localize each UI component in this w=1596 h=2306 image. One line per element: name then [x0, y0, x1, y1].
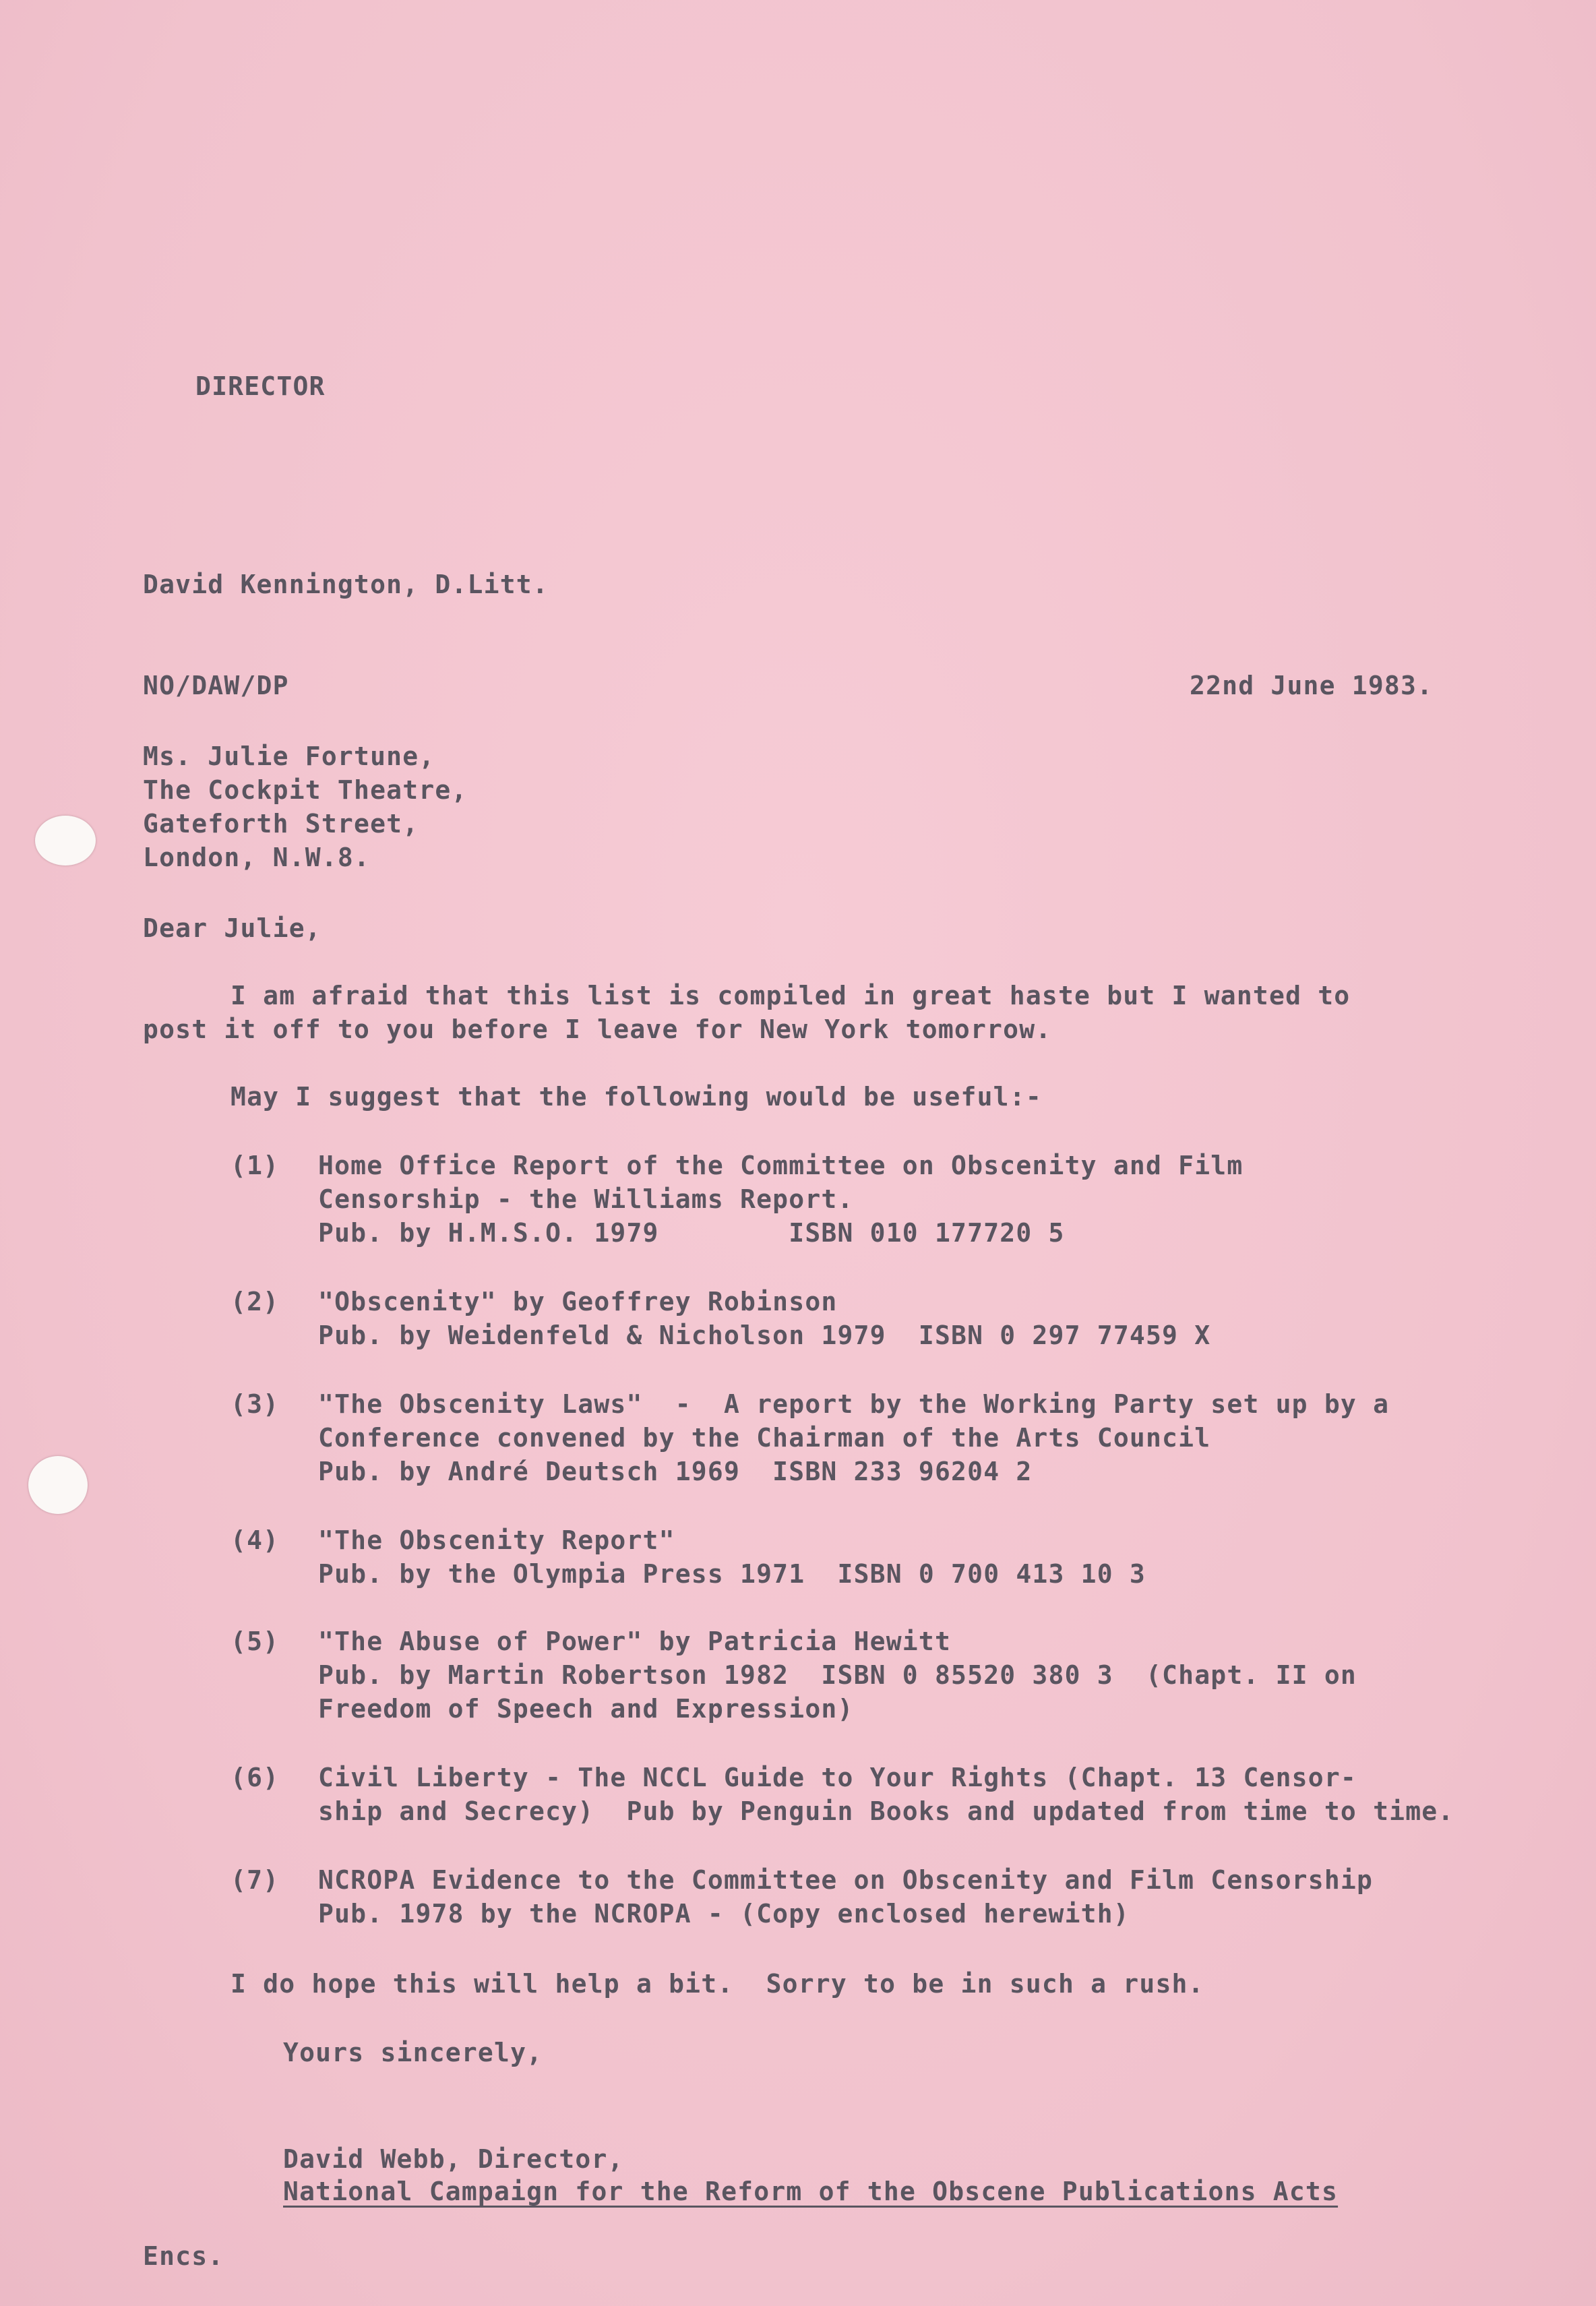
- recipient-line: Gateforth Street,: [143, 809, 419, 839]
- closing-line: I do hope this will help a bit. Sorry to be in such a rush.: [231, 1969, 1204, 1999]
- item-text: Home Office Report of the Committee on Obscenity and Film: [318, 1151, 1244, 1180]
- item-text: NCROPA Evidence to the Committee on Obscenity and Film Censorship: [318, 1865, 1374, 1895]
- letter-date: 22nd June 1983.: [1190, 671, 1434, 700]
- header-title: DIRECTOR: [195, 371, 326, 401]
- organisation-name: National Campaign for the Reform of the Obscene Publications Acts: [283, 2177, 1339, 2206]
- item-number: (5): [231, 1627, 280, 1656]
- item-number: (4): [231, 1525, 280, 1555]
- body-text: I am afraid that this list is compiled in great haste but I wanted to: [231, 981, 1351, 1010]
- recipient-line: London, N.W.8.: [143, 843, 371, 872]
- item-number: (3): [231, 1389, 280, 1419]
- recipient-line: The Cockpit Theatre,: [143, 775, 468, 805]
- item-number: (6): [231, 1763, 280, 1792]
- item-number: (7): [231, 1865, 280, 1895]
- item-text: "Obscenity" by Geoffrey Robinson: [318, 1287, 838, 1316]
- item-text: "The Obscenity Report": [318, 1525, 675, 1555]
- item-text: "The Obscenity Laws" - A report by the Working Party set up by a: [318, 1389, 1390, 1419]
- item-text: Pub. by André Deutsch 1969 ISBN 233 96204 2: [318, 1457, 1033, 1486]
- item-text: Conference convened by the Chairman of the Arts Council: [318, 1423, 1211, 1453]
- header-author: David Kennington, D.Litt.: [143, 570, 549, 599]
- reference-code: NO/DAW/DP: [143, 671, 289, 700]
- item-text: Pub. by Martin Robertson 1982 ISBN 0 85520 380 3 (Chapt. II on: [318, 1660, 1357, 1690]
- item-text: Pub. by H.M.S.O. 1979 ISBN 010 177720 5: [318, 1218, 1065, 1248]
- punch-hole-top: [35, 816, 96, 866]
- item-text: Civil Liberty - The NCCL Guide to Your Rights (Chapt. 13 Censor-: [318, 1763, 1357, 1792]
- punch-hole-bottom: [28, 1456, 88, 1514]
- signer-name: David Webb, Director,: [283, 2144, 624, 2174]
- item-text: ship and Secrecy) Pub by Penguin Books and updated from time to time.: [318, 1796, 1454, 1826]
- item-text: Freedom of Speech and Expression): [318, 1694, 854, 1724]
- item-number: (1): [231, 1151, 280, 1180]
- item-number: (2): [231, 1287, 280, 1316]
- item-text: Pub. 1978 by the NCROPA - (Copy enclosed herewith): [318, 1899, 1130, 1929]
- item-text: Pub. by the Olympia Press 1971 ISBN 0 700 413 10 3: [318, 1559, 1146, 1589]
- item-text: Censorship - the Williams Report.: [318, 1184, 854, 1214]
- item-text: "The Abuse of Power" by Patricia Hewitt: [318, 1627, 952, 1656]
- item-text: Pub. by Weidenfeld & Nicholson 1979 ISBN 0 297 77459 X: [318, 1321, 1211, 1350]
- salutation: Dear Julie,: [143, 913, 321, 943]
- sign-off: Yours sincerely,: [283, 2038, 543, 2067]
- enclosures-note: Encs.: [143, 2241, 224, 2271]
- body-intro: May I suggest that the following would be useful:-: [231, 1082, 1042, 1112]
- recipient-line: Ms. Julie Fortune,: [143, 741, 435, 771]
- body-text: post it off to you before I leave for New York tomorrow.: [143, 1014, 1052, 1044]
